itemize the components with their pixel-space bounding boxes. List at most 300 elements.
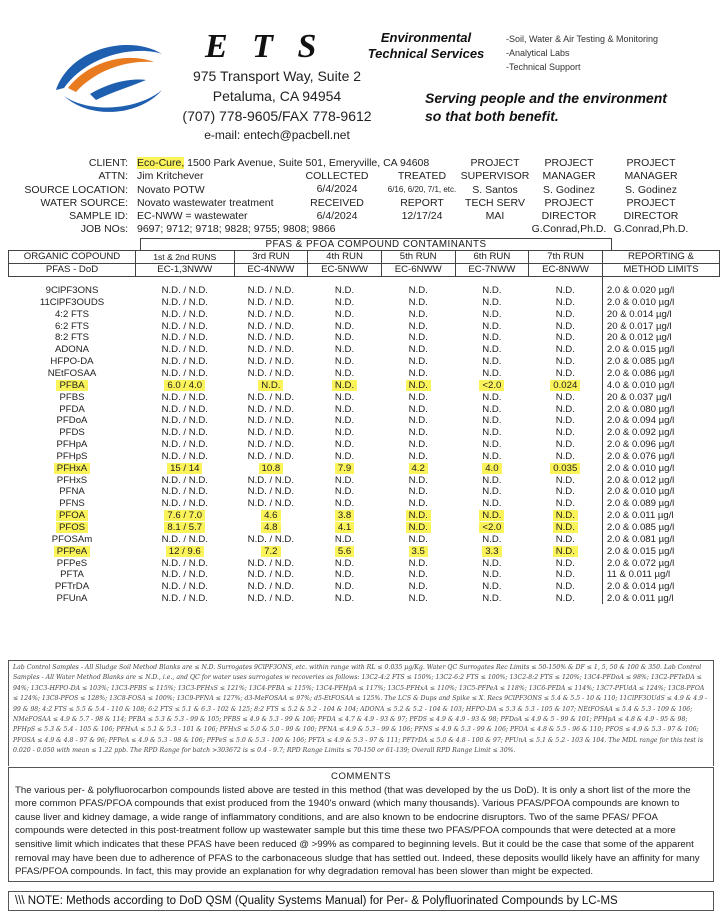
result-value: N.D. / N.D. <box>161 569 208 581</box>
result-value: N.D. <box>334 474 355 486</box>
result-cell <box>381 308 455 320</box>
result-value: N.D. <box>408 320 428 332</box>
qc-fine-print: Lab Control Samples - All Sludge Soil Method Blanks are ≤ N.D. Surrogates 9ClPF3ONS, etc. within range with RL ≤ 0.035 µg/Kg. Water QC Surrogates Rec Limits ≤ 50-150% & DF ≤ 1, 5, 50 & 100 & 350. Lab Control Samples - All Water Method Blanks are ≤ N.D., i.e., and QC for water uses surrogates w recoveries as follows: 13C2-4:2 FTS ≤ 150%; 13C2-6:2 FTS ≤ 100%; 13C2-8:2 FTS ≤ 120%; 13C4-PFDoA ≤ 98%; 13C2-PFTeDA ≤ 94%; 13C3-HFPO-DA ≤ 103%; 13C3-PFBS ≤ 115%; 13C3-PFHxS ≤ 121%; 13C4-PFBA ≤ 115%; 13C4-PFHpA ≤ 117%; 13C5-PFHxA ≤ 110%; 13C5-PFPeA ≤ 118%; 13C6-PFDA ≤ 114%; 13C7-PFUdA ≤ 124%; 13C8-PFOA ≤ 124%; 13C8-PFOS ≤ 128%; 13C8-FOSA ≤ 100%; 13C9-PFNA ≤ 127%; d3-MeFOSAA ≤ 97%; d5-EtFOSAA ≤ 125%. The LCS & Dups and Spike ≤ X. Recs 9ClPF3ONS ≤ 5.4 & 5.5 - 10 & 110; 11ClPF3OUdS ≤ 4.9 & 4.9 - 99 & 98; 4:2 FTS ≤ 5.5 & 5.4 - 110 & 108; 6:2 FTS ≤ 5.1 & 6.3 - 102 & 125; 8:2 FTS ≤ 5.2 & 5.2 - 104 & 104; ADONA ≤ 5.2 & 5.2 - 104 & 103; HFPO-DA ≤ 5.3 & 5.3 - 105 & 107; NEtFOSAA ≤ 5.4 & 5.3 - 109 & 106; NMeFOSAA ≤ 4.9 & 5.7 - 98 & 114; PFBA ≤ 5.3 & 5.3 - 99 & 105; PFBS ≤ 4.9 & 5.3 - 99 & 106; PFDA ≤ 4.7 & 4.9 - 93 & 97; PFDS ≤ 4.9 & 4.9 - 93 & 98; PFDoA ≤ 4.9 & 5 - 99 & 101; PFHpA ≤ 4.8 & 4.9 - 95 & 98; PFHpS ≤ 5.3 & 5.4 - 105 & 106; PFHxA ≤ 5.1 & 5.3 - 101 & 106; PFHxS ≤ 5.0 & 5.0 - 99 & 100; PFNA ≤ 4.9 & 5.3 - 99 & 106; PFNS ≤ 4.9 & 5.3 - 99 & 106; PFOA ≤ 4.8 & 5.5 - 96 & 110; PFOS ≤ 4.9 & 5.3 - 97 & 106; PFOSA ≤ 4.9 & 4.8 - 97 & 96; PFPeA ≤ 4.9 & 5.3 - 98 & 106; PFPeS ≤ 5.0 & 5.3 - 100 & 106; PFTA ≤ 4.9 & 5.3 - 97 & 111; PFTrDA ≤ 5.0 & 4.8 - 100 & 97; PFUnA ≤ 5.1 & 5.2 - 103 & 104. The MDL range for this test is 0.020 - 0.050 with mean ≤ 1.22 ppb. The RPD Range for batch >303672 is ≤ 0.4 - 9.7; RPD Range Limits ≤ 70-150 or 61-139; Overall RPD Range Limit ≤ 30%. <box>8 660 714 766</box>
result-cell <box>381 462 455 474</box>
result-value: N.D. / N.D. <box>247 415 295 427</box>
result-cell <box>529 285 603 297</box>
result-cell <box>136 545 235 557</box>
slogan-line2: so that both benefit. <box>425 108 559 124</box>
compound-label: PFHpA <box>56 439 88 451</box>
result-cell <box>529 297 603 309</box>
result-value: N.D. <box>406 510 431 521</box>
compound-name <box>9 356 136 368</box>
compound-name <box>9 368 136 380</box>
result-cell <box>308 462 382 474</box>
result-cell <box>234 533 308 545</box>
compound-name <box>9 308 136 320</box>
result-value: N.D. / N.D. <box>247 557 295 569</box>
result-value: N.D. / N.D. <box>161 450 208 462</box>
method-limit: 11 & 0.011 µg/l <box>602 569 719 581</box>
result-value: N.D. / N.D. <box>247 296 295 308</box>
result-cell <box>308 522 382 534</box>
result-value: N.D. <box>408 296 428 308</box>
table-row <box>9 427 720 439</box>
result-cell <box>308 498 382 510</box>
result-cell <box>529 522 603 534</box>
result-cell <box>234 569 308 581</box>
address-line1: 975 Transport Way, Suite 2 <box>192 68 362 84</box>
pd-project-label: PROJECT <box>626 196 676 209</box>
result-value: N.D. <box>482 403 502 415</box>
manager-director-block <box>530 157 608 237</box>
compound-name <box>9 391 136 403</box>
result-value: N.D. <box>334 391 355 403</box>
result-value: N.D. <box>334 569 355 581</box>
supervisor-label: SUPERVISOR <box>460 170 530 183</box>
supervisor-name: S. Santos <box>472 183 518 196</box>
result-cell <box>308 545 382 557</box>
result-value: N.D. <box>408 391 428 403</box>
pd-name: G.Conrad,Ph.D. <box>531 223 607 236</box>
method-limit: 2.0 & 0.015 µg/l <box>602 545 719 557</box>
result-value: N.D. / N.D. <box>247 391 295 403</box>
table-row <box>9 379 720 391</box>
compound-label: HFPO-DA <box>50 356 94 368</box>
result-cell <box>529 391 603 403</box>
result-cell <box>308 415 382 427</box>
result-cell <box>529 581 603 593</box>
service-item: -Soil, Water & Air Testing & Monitoring <box>506 34 659 44</box>
col-sub-run1: EC-1,3NWW <box>136 263 235 276</box>
result-value: N.D. <box>408 593 428 605</box>
client-value <box>137 157 437 170</box>
phone-fax: (707) 778-9605/FAX 778-9612 <box>182 108 372 124</box>
result-cell <box>529 379 603 391</box>
col-header-run7: 7th RUN <box>529 251 603 264</box>
result-cell <box>308 569 382 581</box>
method-limit: 2.0 & 0.015 µg/l <box>602 344 719 356</box>
result-value: N.D. / N.D. <box>161 285 208 297</box>
compound-label: PFPeS <box>56 557 88 569</box>
address-line2: Petaluma, CA 94954 <box>212 88 342 104</box>
job-nos-label: JOB NOs: <box>80 223 128 236</box>
result-value: N.D. <box>555 450 575 462</box>
result-cell <box>136 379 235 391</box>
col-sub-run7: EC-8NWW <box>529 263 603 276</box>
info-labels <box>10 157 128 237</box>
result-value: 4.1 <box>335 522 354 533</box>
received-date: 6/4/2024 <box>316 209 358 222</box>
result-cell <box>234 403 308 415</box>
result-cell <box>529 474 603 486</box>
result-cell <box>234 391 308 403</box>
result-cell <box>308 344 382 356</box>
treated-label: TREATED <box>397 170 447 182</box>
compound-name <box>9 474 136 486</box>
attn-value: Jim Kritchever <box>137 170 204 183</box>
result-cell <box>529 451 603 463</box>
table-header-row <box>9 251 720 264</box>
compound-label: PFHxA <box>54 463 90 474</box>
result-value: N.D. <box>555 581 575 593</box>
result-value: N.D. <box>408 439 428 451</box>
result-cell <box>529 439 603 451</box>
pm-name: S. Godinez <box>625 183 677 196</box>
result-cell <box>308 332 382 344</box>
method-limit: 2.0 & 0.020 µg/l <box>602 285 719 297</box>
result-cell <box>136 297 235 309</box>
result-value: N.D. <box>334 332 355 344</box>
result-value: 4.8 <box>261 522 280 533</box>
compound-label: PFNA <box>59 486 85 498</box>
result-value: N.D. / N.D. <box>247 593 295 605</box>
compound-name <box>9 320 136 332</box>
method-limit: 2.0 & 0.080 µg/l <box>602 403 719 415</box>
brand-name: E T S <box>205 28 325 65</box>
result-cell <box>136 308 235 320</box>
result-value: N.D. <box>334 450 355 462</box>
result-value: N.D. <box>482 285 502 297</box>
result-cell <box>234 285 308 297</box>
result-cell <box>136 498 235 510</box>
table-row <box>9 581 720 593</box>
table-row <box>9 368 720 380</box>
result-value: N.D. <box>482 439 502 451</box>
result-cell <box>455 510 529 522</box>
result-cell <box>136 344 235 356</box>
col-sub-run6: EC-7NWW <box>455 263 529 276</box>
result-cell <box>455 462 529 474</box>
source-location-value: Novato POTW <box>137 183 205 196</box>
result-cell <box>455 415 529 427</box>
table-row <box>9 297 720 309</box>
result-value: 15 / 14 <box>167 463 202 474</box>
result-value: N.D. / N.D. <box>247 308 295 320</box>
result-cell <box>136 427 235 439</box>
result-value: N.D. / N.D. <box>161 368 208 380</box>
result-value: 12 / 9.6 <box>166 546 204 557</box>
result-cell <box>136 332 235 344</box>
result-cell <box>381 510 455 522</box>
result-value: N.D. / N.D. <box>161 533 208 545</box>
result-value: 0.024 <box>550 380 580 391</box>
result-value: N.D. / N.D. <box>161 581 208 593</box>
result-value: N.D. <box>334 415 355 427</box>
result-cell <box>381 545 455 557</box>
method-limit: 20 & 0.017 µg/l <box>602 320 719 332</box>
col-sub-run5: EC-6NWW <box>381 263 455 276</box>
result-value: N.D. / N.D. <box>247 581 295 593</box>
result-cell <box>234 439 308 451</box>
result-value: N.D. <box>482 368 502 380</box>
result-value: N.D. <box>482 593 502 605</box>
result-value: N.D. <box>482 391 502 403</box>
result-cell <box>381 451 455 463</box>
result-value: N.D. <box>555 569 575 581</box>
result-value: N.D. / N.D. <box>161 557 208 569</box>
table-row <box>9 403 720 415</box>
result-cell <box>455 368 529 380</box>
result-value: 5.6 <box>335 546 354 557</box>
result-value: N.D. <box>408 474 428 486</box>
table-row <box>9 344 720 356</box>
result-value: N.D. <box>332 380 357 391</box>
compound-name <box>9 522 136 534</box>
water-source-value: Novato wastewater treatment <box>137 196 274 209</box>
result-cell <box>529 332 603 344</box>
result-value: N.D. <box>408 403 428 415</box>
result-cell <box>455 474 529 486</box>
result-cell <box>455 320 529 332</box>
result-value: N.D. / N.D. <box>247 439 295 451</box>
result-value: N.D. / N.D. <box>161 486 208 498</box>
compound-name <box>9 593 136 605</box>
result-value: 3.3 <box>482 546 501 557</box>
method-limit: 2.0 & 0.010 µg/l <box>602 486 719 498</box>
compound-label: PFBS <box>59 391 85 403</box>
result-cell <box>136 462 235 474</box>
result-value: N.D. <box>555 332 575 344</box>
method-limit: 2.0 & 0.081 µg/l <box>602 533 719 545</box>
pd-director-label: DIRECTOR <box>541 210 597 223</box>
result-value: N.D. <box>555 498 575 510</box>
result-cell <box>529 368 603 380</box>
result-cell <box>234 486 308 498</box>
result-cell <box>455 356 529 368</box>
compound-label: PFBA <box>56 380 87 391</box>
compound-label: 6:2 FTS <box>54 320 90 332</box>
result-value: N.D. <box>334 439 355 451</box>
result-value: 8.1 / 5.7 <box>164 522 205 533</box>
result-value: N.D. <box>334 486 355 498</box>
result-cell <box>234 545 308 557</box>
result-cell <box>529 356 603 368</box>
result-cell <box>308 308 382 320</box>
compound-name <box>9 439 136 451</box>
result-cell <box>136 533 235 545</box>
result-cell <box>234 557 308 569</box>
result-cell <box>136 581 235 593</box>
result-value: N.D. / N.D. <box>161 356 208 368</box>
result-cell <box>136 415 235 427</box>
method-limit: 2.0 & 0.010 µg/l <box>602 462 719 474</box>
result-cell <box>234 379 308 391</box>
result-cell <box>529 427 603 439</box>
result-value: N.D. / N.D. <box>161 403 208 415</box>
result-value: N.D. <box>553 546 578 557</box>
result-value: N.D. <box>408 427 428 439</box>
dates-treated-report <box>383 170 461 223</box>
table-row <box>9 557 720 569</box>
table-row <box>9 474 720 486</box>
slogan <box>425 89 667 125</box>
result-cell <box>136 486 235 498</box>
result-value: N.D. <box>334 320 355 332</box>
result-value: N.D. <box>482 498 502 510</box>
result-value: N.D. <box>334 427 355 439</box>
table-subheader-row <box>9 263 720 276</box>
group-title: PFAS & PFOA COMPOUND CONTAMINANTS <box>140 238 612 250</box>
compound-name <box>9 415 136 427</box>
result-value: N.D. <box>555 557 575 569</box>
result-value: N.D. <box>482 332 502 344</box>
compound-label: PFHxS <box>56 474 88 486</box>
result-cell <box>455 569 529 581</box>
result-value: N.D. <box>555 391 575 403</box>
compound-name <box>9 498 136 510</box>
method-limit: 2.0 & 0.076 µg/l <box>602 451 719 463</box>
result-cell <box>234 427 308 439</box>
sample-id-value: EC-NWW = wastewater <box>137 210 248 223</box>
result-value: N.D. <box>406 522 431 533</box>
result-value: 10.8 <box>259 463 284 474</box>
pm-project-label: PROJECT <box>544 157 594 169</box>
result-cell <box>136 557 235 569</box>
result-cell <box>455 533 529 545</box>
result-cell <box>234 308 308 320</box>
result-value: N.D. / N.D. <box>247 368 295 380</box>
result-value: N.D. / N.D. <box>247 450 295 462</box>
result-value: N.D. / N.D. <box>161 344 208 356</box>
result-value: N.D. <box>555 533 575 545</box>
result-value: N.D. <box>334 533 355 545</box>
result-value: N.D. / N.D. <box>161 296 208 308</box>
result-cell <box>308 581 382 593</box>
col-sub-run3: EC-4NWW <box>234 263 308 276</box>
result-value: <2.0 <box>479 522 504 533</box>
result-value: N.D. <box>555 474 575 486</box>
result-value: N.D. <box>555 486 575 498</box>
result-cell <box>234 498 308 510</box>
col-sub-compound: PFAS - DoD <box>9 263 136 276</box>
result-cell <box>234 356 308 368</box>
result-cell <box>308 285 382 297</box>
result-cell <box>381 344 455 356</box>
techserv-name: MAI <box>485 210 505 223</box>
result-cell <box>529 510 603 522</box>
result-value: N.D. / N.D. <box>161 427 208 439</box>
compound-label: ADONA <box>54 344 90 356</box>
result-cell <box>381 498 455 510</box>
compound-name <box>9 285 136 297</box>
manager-director-block-2 <box>610 157 692 237</box>
result-value: N.D. <box>482 308 502 320</box>
method-limit: 2.0 & 0.085 µg/l <box>602 522 719 534</box>
services-list <box>506 32 658 74</box>
result-value: N.D. <box>482 296 502 308</box>
result-cell <box>455 344 529 356</box>
result-cell <box>455 297 529 309</box>
result-value: N.D. <box>555 356 575 368</box>
compound-name <box>9 581 136 593</box>
result-value: N.D. <box>555 308 575 320</box>
result-cell <box>455 427 529 439</box>
result-value: N.D. <box>555 296 575 308</box>
result-cell <box>381 332 455 344</box>
treated-dates: 6/16, 6/20, 7/1, etc. <box>387 185 457 195</box>
result-value: N.D. <box>408 368 428 380</box>
result-value: 4.6 <box>261 510 280 521</box>
result-value: 4.2 <box>409 463 428 474</box>
table-row <box>9 569 720 581</box>
compound-label: NEtFOSAA <box>47 368 97 380</box>
result-cell <box>234 581 308 593</box>
result-value: N.D. <box>555 320 575 332</box>
compound-label: PFUnA <box>56 593 88 605</box>
result-cell <box>455 308 529 320</box>
result-value: 7.9 <box>335 463 354 474</box>
result-value: N.D. / N.D. <box>247 427 295 439</box>
result-value: N.D. <box>479 510 504 521</box>
result-cell <box>381 403 455 415</box>
method-limit: 2.0 & 0.096 µg/l <box>602 439 719 451</box>
result-cell <box>234 344 308 356</box>
result-value: N.D. <box>555 368 575 380</box>
comments-box <box>8 767 714 882</box>
result-value: N.D. <box>555 285 575 297</box>
result-value: N.D. <box>555 344 575 356</box>
result-value: N.D. <box>334 344 355 356</box>
result-value: N.D. <box>482 533 502 545</box>
compound-name <box>9 533 136 545</box>
method-limit: 2.0 & 0.094 µg/l <box>602 415 719 427</box>
result-value: N.D. <box>408 486 428 498</box>
result-cell <box>136 320 235 332</box>
compound-name <box>9 510 136 522</box>
result-value: N.D. <box>408 569 428 581</box>
result-cell <box>529 498 603 510</box>
col-header-run6: 6th RUN <box>455 251 529 264</box>
result-value: N.D. <box>555 427 575 439</box>
result-value: N.D. / N.D. <box>247 498 295 510</box>
comments-title: COMMENTS <box>331 771 391 782</box>
compound-label: 4:2 FTS <box>54 308 90 320</box>
result-cell <box>308 379 382 391</box>
method-limit: 20 & 0.037 µg/l <box>602 391 719 403</box>
compound-label: PFOSAm <box>51 533 93 545</box>
result-cell <box>136 285 235 297</box>
result-value: 6.0 / 4.0 <box>164 380 205 391</box>
table-row <box>9 498 720 510</box>
result-cell <box>308 533 382 545</box>
table-row <box>9 308 720 320</box>
result-cell <box>234 320 308 332</box>
table-row <box>9 451 720 463</box>
result-cell <box>234 593 308 605</box>
compound-label: 11ClPF3OUDS <box>39 296 105 308</box>
result-value: 3.8 <box>335 510 354 521</box>
result-cell <box>455 557 529 569</box>
result-cell <box>529 462 603 474</box>
result-cell <box>529 344 603 356</box>
compound-label: PFDS <box>59 427 85 439</box>
result-cell <box>308 356 382 368</box>
result-cell <box>136 391 235 403</box>
pm-project-label: PROJECT <box>626 157 676 169</box>
method-limit: 2.0 & 0.011 µg/l <box>602 510 719 522</box>
result-cell <box>381 439 455 451</box>
result-cell <box>234 510 308 522</box>
table-row <box>9 332 720 344</box>
result-value: 7.6 / 7.0 <box>164 510 205 521</box>
result-cell <box>455 545 529 557</box>
result-cell <box>308 403 382 415</box>
compound-label: PFTA <box>60 569 84 581</box>
result-cell <box>381 427 455 439</box>
result-cell <box>234 332 308 344</box>
client-address: 1500 Park Avenue, Suite 501, Emeryville, CA 94608 <box>184 157 430 169</box>
company-line2: Technical Services <box>367 46 485 61</box>
